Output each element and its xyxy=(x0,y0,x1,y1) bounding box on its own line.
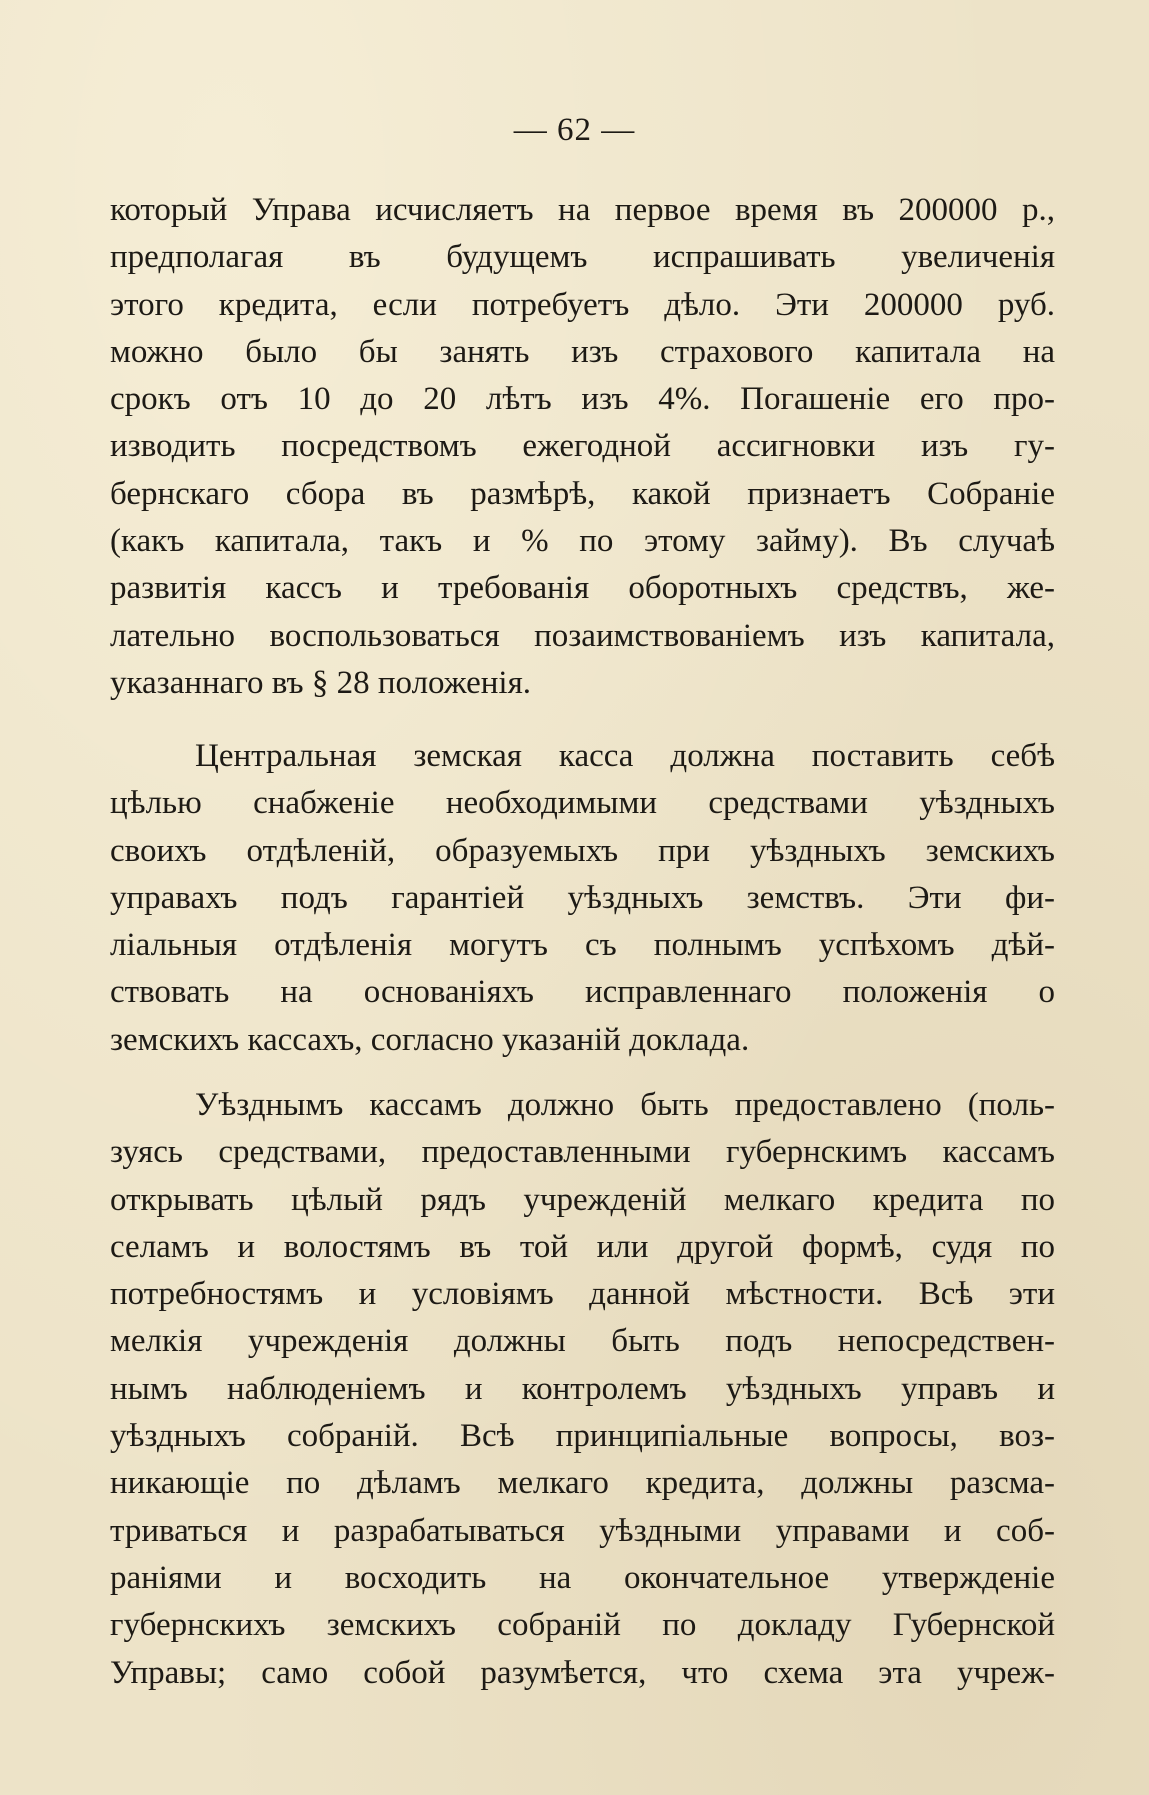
text-line: триваться и разрабатываться уѣздными управами и соб- xyxy=(110,1512,1055,1549)
text-line: лательно воспользоваться позаимствованіемъ изъ капитала, xyxy=(110,617,1055,654)
text-line: который Управа исчисляетъ на первое время въ 200000 р., xyxy=(110,192,1055,228)
text-line: срокъ отъ 10 до 20 лѣтъ изъ 4%. Погашеніе его про- xyxy=(110,381,1055,418)
text-line: (какъ капитала, такъ и % по этому займу). Въ случаѣ xyxy=(110,523,1055,560)
text-line: селамъ и волостямъ въ той или другой формѣ, судя по xyxy=(110,1228,1055,1265)
paragraph-2 xyxy=(110,733,1055,1064)
text-line: ліальныя отдѣленія могутъ съ полнымъ успѣхомъ дѣй- xyxy=(110,927,1055,964)
text-line: потребностямъ и условіямъ данной мѣстности. Всѣ эти xyxy=(110,1276,1055,1313)
text-line: указаннаго въ § 28 положенія. xyxy=(110,664,532,701)
text-line: раніями и восходить на окончательное утвержденіе xyxy=(110,1559,1055,1596)
text-line: мелкія учрежденія должны быть подъ непосредствен- xyxy=(110,1323,1055,1360)
text-line: уѣздныхъ собраній. Всѣ принципіальные вопросы, воз- xyxy=(110,1418,1055,1455)
text-line: губернскихъ земскихъ собраній по докладу Губернской xyxy=(110,1607,1055,1644)
text-line: открывать цѣлый рядъ учрежденій мелкаго кредита по xyxy=(110,1181,1055,1218)
text-line: цѣлью снабженіе необходимыми средствами уѣздныхъ xyxy=(110,785,1055,822)
text-line: Уѣзднымъ кассамъ должно быть предоставлено (поль- xyxy=(195,1087,1055,1123)
text-line: можно было бы занять изъ страхового капитала на xyxy=(110,333,1055,370)
text-line: ствовать на основаніяхъ исправленнаго положенія о xyxy=(110,974,1055,1011)
text-line: нымъ наблюденіемъ и контролемъ уѣздныхъ управъ и xyxy=(110,1370,1055,1407)
text-line: земскихъ кассахъ, согласно указаній доклада. xyxy=(110,1021,750,1058)
text-line: управахъ подъ гарантіей уѣздныхъ земствъ. Эти фи- xyxy=(110,879,1055,916)
text-line: Управы; само собой разумѣется, что схема эта учреж- xyxy=(110,1654,1055,1691)
page-number: — 62 — xyxy=(513,112,636,148)
text-line: бернскаго сбора въ размѣрѣ, какой признаетъ Собраніе xyxy=(110,475,1055,512)
text-line: Центральная земская касса должна поставить себѣ xyxy=(195,738,1055,774)
paragraph-3 xyxy=(110,1082,1055,1697)
text-line: этого кредита, если потребуетъ дѣло. Эти 200000 руб. xyxy=(110,286,1055,323)
text-line: своихъ отдѣленій, образуемыхъ при уѣздныхъ земскихъ xyxy=(110,832,1055,869)
text-line: никающіе по дѣламъ мелкаго кредита, должны разсма- xyxy=(110,1465,1055,1502)
text-line: зуясь средствами, предоставленными губернскимъ кассамъ xyxy=(110,1134,1055,1171)
paragraph-1 xyxy=(110,187,1055,707)
text-line: изводить посредствомъ ежегодной ассигновки изъ гу- xyxy=(110,428,1055,465)
text-line: развитія кассъ и требованія оборотныхъ средствъ, же- xyxy=(110,570,1055,607)
text-line: предполагая въ будущемъ испрашивать увеличенія xyxy=(110,239,1055,276)
